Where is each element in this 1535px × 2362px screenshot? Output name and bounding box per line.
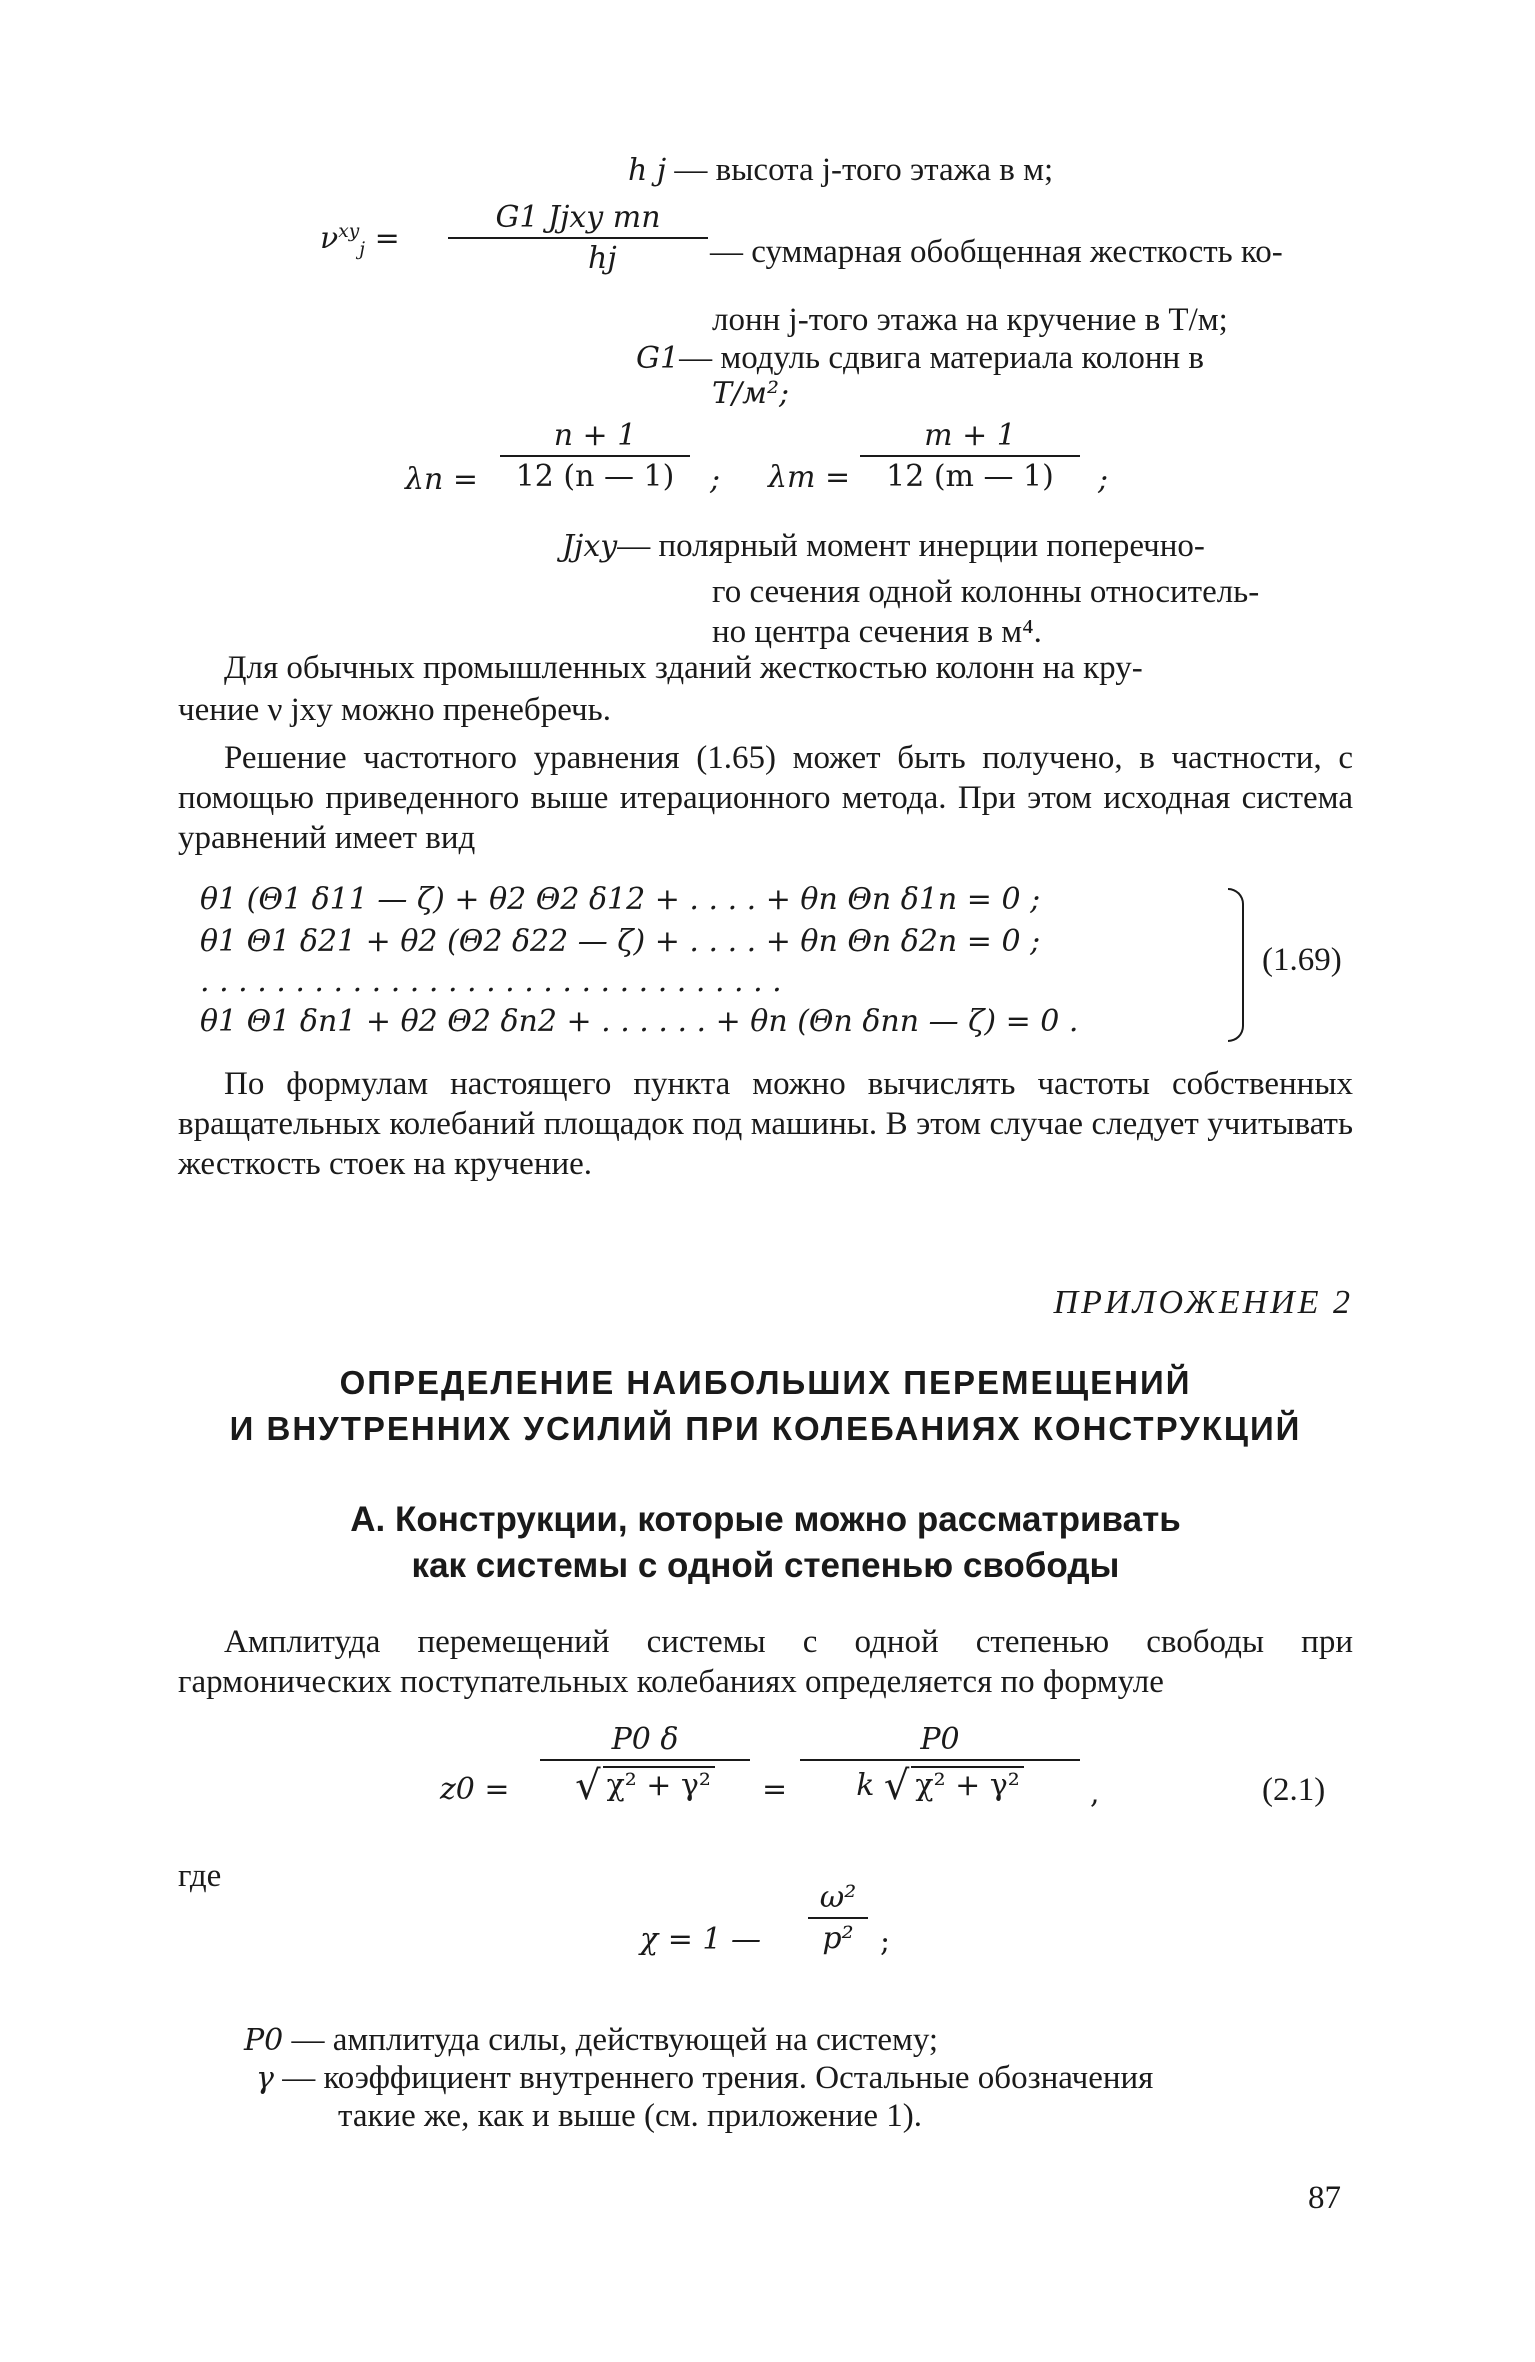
- def-hj: [628, 150, 1053, 191]
- p0-symbol: P0: [244, 2023, 284, 2058]
- formula-21-frac-1: $\frac{P0 \delta}{\text{√ χ² + γ²}}$: [540, 1722, 750, 1809]
- chi-lhs: χ = 1 —: [640, 1922, 762, 1957]
- hj-symbol: h j: [628, 153, 667, 188]
- formula-21-k: k: [856, 1768, 875, 1803]
- lambda-sep: ;: [710, 462, 721, 497]
- g1-text-2: Т/м²;: [712, 376, 790, 411]
- nu-sup: xy: [338, 221, 360, 242]
- def-p0: [244, 2020, 938, 2061]
- formula-21-den-1: χ² + γ²: [603, 1766, 715, 1803]
- def-j: [562, 526, 1205, 567]
- equation-number-169: (1.69): [1262, 942, 1342, 978]
- lambda-m-lhs: λm =: [768, 460, 851, 495]
- para-2: Решение частотного уравнения (1.65) может быть получено, в частности, с помощью приведенного выше итерационного метода. При этом исходная система уравнений имеет вид: [178, 740, 1353, 856]
- system-eq-2: θ1 Θ1 δ21 + θ2 (Θ2 δ22 — ζ) + . . . . + θn Θn δ2n = 0 ;: [200, 924, 1041, 959]
- j-symbol: Jjxy: [562, 529, 618, 564]
- para-1-line-2: чение ν jxy можно пренебречь.: [178, 692, 611, 728]
- nu-text-2: лонн j-того этажа на кручение в Т/м;: [712, 302, 1228, 338]
- chi-den: p²: [808, 1917, 868, 1956]
- def-gamma: [256, 2058, 1153, 2099]
- where-label: где: [178, 1858, 222, 1894]
- formula-21-num-1: P0 δ: [611, 1722, 679, 1757]
- nu-fraction: [448, 200, 708, 276]
- para-1-line-1: Для обычных промышленных зданий жесткостью колонн на кру-: [224, 650, 1143, 686]
- section-title-line-2: как системы с одной степенью свободы: [411, 1546, 1120, 1585]
- j-text-2: го сечения одной колонны относитель-: [712, 574, 1260, 610]
- g1-text-1: — модуль сдвига материала колонн в: [679, 340, 1204, 376]
- hj-text: — высота j-того этажа в м;: [674, 152, 1054, 188]
- system-dots: . . . . . . . . . . . . . . . . . . . . . . . . . . . . . . .: [200, 964, 782, 999]
- lambda-m-den: 12 (m — 1): [860, 455, 1080, 494]
- nu-symbol: ν: [320, 221, 339, 256]
- formula-21-num-2: P0: [920, 1722, 960, 1757]
- chi-fraction: [808, 1880, 868, 1956]
- chi-num: ω²: [819, 1880, 857, 1915]
- equation-number-21: (2.1): [1262, 1772, 1326, 1808]
- p0-text: — амплитуда силы, действующей на систему;: [291, 2022, 939, 2058]
- lambda-n-num: n + 1: [553, 418, 637, 453]
- j-text-3: но центра сечения в м⁴.: [712, 614, 1042, 650]
- appendix-title-line-2: И ВНУТРЕННИХ УСИЛИЙ ПРИ КОЛЕБАНИЯХ КОНСТРУКЦИЙ: [229, 1410, 1302, 1447]
- system-brace: [1228, 888, 1244, 1042]
- section-title-line-1: А. Конструкции, которые можно рассматривать: [350, 1500, 1181, 1539]
- formula-21-den-2: χ² + γ²: [911, 1766, 1023, 1803]
- j-text-1: — полярный момент инерции поперечно-: [617, 528, 1205, 564]
- para-3: По формулам настоящего пункта можно вычислять частоты собственных вращательных колебаний площадок под машины. В этом случае следует учитывать жесткость стоек на кручение.: [178, 1066, 1353, 1182]
- chi-end: ;: [880, 1924, 891, 1959]
- nu-lhs: $\nu^{xy}_j$ =: [320, 221, 400, 260]
- appendix-intro: Амплитуда перемещений системы с одной степенью свободы при гармонических поступательных колебаниях определяется по формуле: [178, 1624, 1353, 1700]
- def-g1: [636, 338, 1204, 379]
- nu-numerator: G1 Jjxy mn: [495, 200, 661, 235]
- system-eq-1: θ1 (Θ1 δ11 — ζ) + θ2 Θ2 δ12 + . . . . + θn Θn δ1n = 0 ;: [200, 882, 1041, 917]
- lambda-m-fraction: [860, 418, 1080, 494]
- appendix-title-line-1: ОПРЕДЕЛЕНИЕ НАИБОЛЬШИХ ПЕРЕМЕЩЕНИЙ: [339, 1364, 1192, 1401]
- gamma-text-2: такие же, как и выше (см. приложение 1).: [338, 2098, 922, 2134]
- lambda-end: ;: [1098, 462, 1109, 497]
- formula-21-lhs: z0 =: [440, 1772, 510, 1807]
- lambda-n-lhs: λn =: [405, 462, 479, 497]
- nu-sub: j: [359, 239, 366, 260]
- formula-21-frac-2: $\frac{P0}{\text{k √ χ² + γ²}}$: [800, 1722, 1080, 1809]
- appendix-label: ПРИЛОЖЕНИЕ 2: [1053, 1284, 1353, 1321]
- page-number: 87: [1308, 2180, 1341, 2216]
- nu-text-1: — суммарная обобщенная жесткость ко-: [710, 234, 1283, 270]
- formula-21-eq: =: [762, 1772, 788, 1807]
- gamma-symbol: γ: [256, 2061, 274, 2096]
- gamma-text-1: — коэффициент внутреннего трения. Остальные обозначения: [282, 2060, 1154, 2096]
- system-eq-3: θ1 Θ1 δn1 + θ2 Θ2 δn2 + . . . . . . + θn (Θn δnn — ζ) = 0 .: [200, 1004, 1079, 1039]
- g1-symbol: G1: [636, 341, 680, 376]
- formula-21-comma: ,: [1090, 1776, 1100, 1811]
- lambda-n-fraction: [500, 418, 690, 494]
- lambda-m-num: m + 1: [924, 418, 1016, 453]
- nu-denominator: hj: [448, 237, 708, 276]
- lambda-n-den: 12 (n — 1): [500, 455, 690, 494]
